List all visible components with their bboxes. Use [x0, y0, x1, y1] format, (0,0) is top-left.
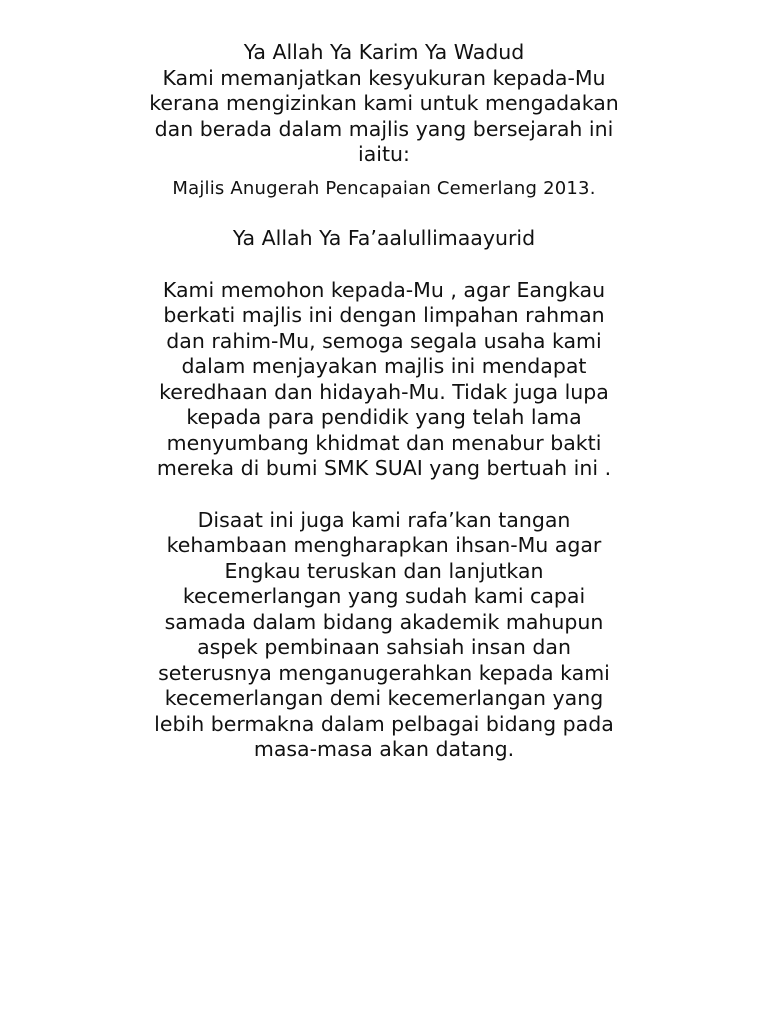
paragraph-line: kecemerlangan demi kecemerlangan yang	[164, 686, 604, 710]
paragraph-line: keredhaan dan hidayah-Mu. Tidak juga lupa	[159, 379, 609, 404]
paragraph-line: Engkau teruskan dan lanjutkan	[224, 558, 544, 583]
opening-line: iaitu:	[358, 142, 410, 166]
opening-line: Ya Allah Ya Karim Ya Wadud	[243, 40, 525, 64]
opening-line: Kami memanjatkan kesyukuran kepada-Mu	[162, 65, 606, 90]
paragraph-line: samada dalam bidang akademik mahupun	[164, 609, 604, 634]
paragraph-2	[110, 508, 658, 763]
event-title: Majlis Anugerah Pencapaian Cemerlang 2013.	[172, 177, 596, 199]
paragraph-line: berkati majlis ini dengan limpahan rahman	[163, 303, 605, 327]
paragraph-line: mereka di bumi SMK SUAI yang bertuah ini .	[156, 456, 612, 480]
invocation-line: Ya Allah Ya Fa’aalullimaayurid	[232, 226, 536, 250]
paragraph-line: menyumbang khidmat dan menabur bakti	[166, 430, 602, 455]
paragraph-line: aspek pembinaan sahsiah insan dan	[197, 635, 571, 659]
paragraph-line: kehambaan mengharapkan ihsan-Mu agar	[166, 533, 602, 557]
opening-line: kerana mengizinkan kami untuk mengadakan	[149, 91, 619, 115]
paragraph-line: Kami memohon kepada-Mu , agar Eangkau	[162, 277, 606, 302]
paragraph-line: kecemerlangan yang sudah kami capai	[182, 584, 586, 608]
paragraph-line: lebih bermakna dalam pelbagai bidang pada	[154, 711, 614, 736]
paragraph-line: masa-masa akan datang.	[253, 737, 515, 761]
paragraph-line: seterusnya menganugerahkan kepada kami	[158, 660, 610, 685]
opening-block	[110, 40, 658, 168]
paragraph-line: dalam menjayakan majlis ini mendapat	[181, 354, 587, 378]
opening-line: dan berada dalam majlis yang bersejarah ini	[154, 116, 614, 141]
paragraph-line: Disaat ini juga kami rafa’kan tangan	[197, 507, 571, 532]
paragraph-line: dan rahim-Mu, semoga segala usaha kami	[166, 328, 602, 353]
paragraph-1	[110, 278, 658, 482]
paragraph-line: kepada para pendidik yang telah lama	[186, 405, 582, 429]
prayer-text	[110, 40, 658, 763]
